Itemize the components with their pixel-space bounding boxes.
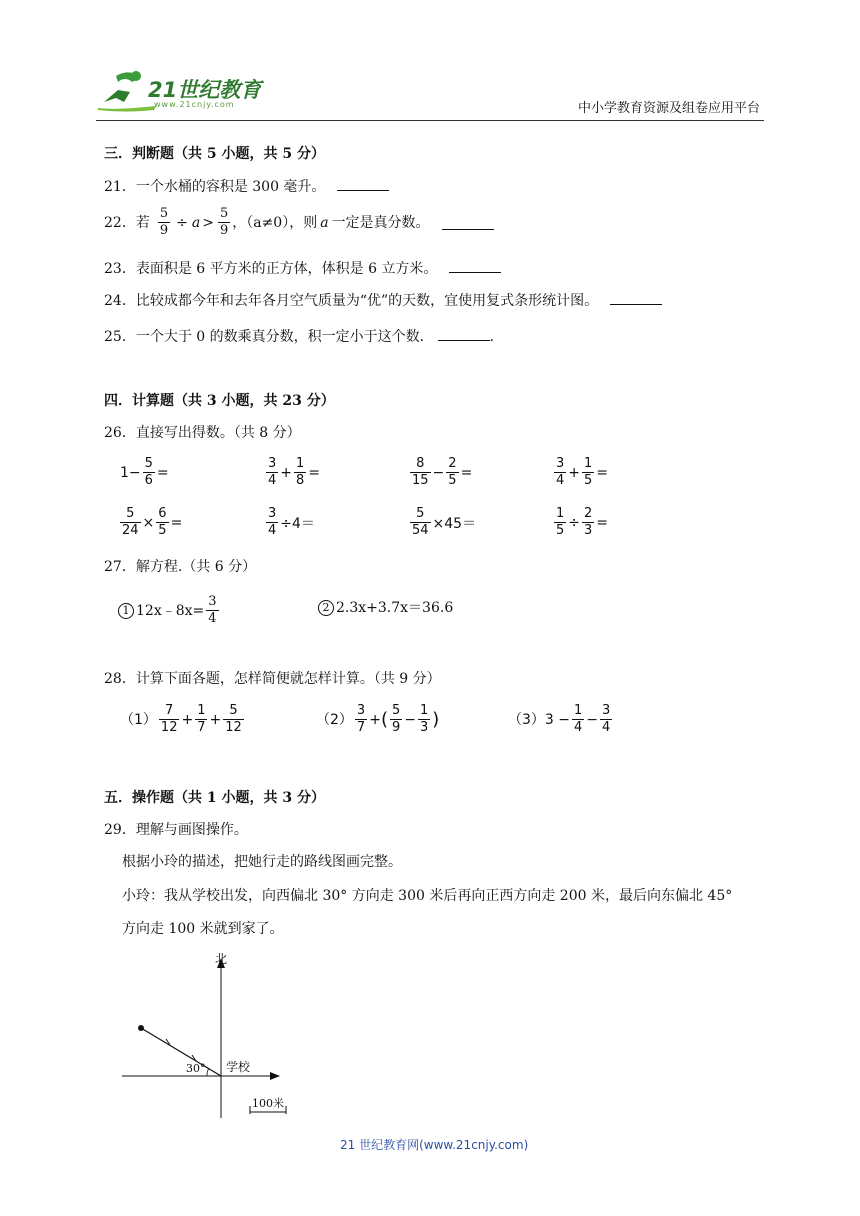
header-rule — [96, 120, 764, 121]
answer-blank-25[interactable] — [438, 326, 490, 341]
header-right-text: 中小学教育资源及组卷应用平台 — [578, 101, 761, 116]
instruction-text: 根据小玲的描述，把她行走的路线图画完整。 — [122, 854, 402, 870]
calc-4: $\frac{3}{4}$ + $\frac{1}{5}$ = — [556, 456, 609, 488]
calc-1: 1− $\frac{5}{6}$ = — [120, 456, 169, 488]
question-29: 29．理解与画图操作。 — [104, 822, 248, 838]
equation-1: 1 12x﹣8x= $\frac{3}{4}$ — [118, 594, 221, 627]
logo-text: 21世纪教育 — [148, 78, 262, 102]
answer-blank-24[interactable] — [610, 290, 662, 305]
answer-blank-22[interactable] — [442, 215, 494, 230]
footer-link[interactable]: 21 世纪教育网(www.21cnjy.com) — [340, 1138, 529, 1152]
question-28: 28．计算下面各题，怎样简便就怎样计算。（共 9 分） — [104, 671, 441, 687]
section-3-title: 三．判断题（共 5 小题，共 5 分） — [104, 146, 325, 162]
east-arrow-icon — [270, 1072, 280, 1080]
calc-8: $\frac{1}{5}$ ÷ $\frac{2}{3}$ = — [556, 506, 609, 538]
question-27: 27．解方程.（共 6 分） — [104, 559, 257, 575]
route-endpoint — [138, 1025, 144, 1031]
section-5-title: 五．操作题（共 1 小题，共 3 分） — [104, 790, 325, 806]
north-label: 北 — [215, 952, 228, 966]
calc-7: $\frac{5}{54}$ ×45＝ — [412, 506, 477, 538]
equation-2: 2 2.3x+3.7x＝36.6 — [318, 599, 453, 617]
fraction-5-9: $\frac{5}{9}$ — [159, 206, 169, 238]
scale-label: 100米 — [252, 1097, 284, 1110]
simplify-2: （2） $\frac{3}{7}$ + ( $\frac{5}{9}$ − $\frac{1}{3}$ ) — [316, 703, 440, 735]
calc-2: $\frac{3}{4}$ + $\frac{1}{8}$ = — [268, 456, 321, 488]
question-22: 22．若 $\frac{5}{9}$ ÷ a > $\frac{5}{9}$ ，（a≠0），则 a 一定是真分数。 — [104, 206, 494, 239]
description-line-1: 小玲：我从学校出发，向西偏北 30° 方向走 300 米后再向正西方向走 200 米，最后向东偏北 45° — [122, 888, 733, 904]
angle-label: 30° — [186, 1062, 206, 1075]
fraction-5-9: $\frac{5}{9}$ — [219, 206, 229, 238]
calc-6: $\frac{3}{4}$ ÷4＝ — [268, 506, 315, 538]
question-25: 25．一个大于 0 的数乘真分数，积一定小于这个数． . — [104, 326, 494, 346]
question-26: 26．直接写出得数。（共 8 分） — [104, 425, 301, 441]
school-label: 学校 — [226, 1060, 251, 1074]
question-21: 21．一个水桶的容积是 300 毫升。 — [104, 176, 389, 196]
answer-blank-23[interactable] — [449, 258, 501, 273]
calc-3: $\frac{8}{15}$ − $\frac{2}{5}$ = — [412, 456, 473, 488]
description-line-2: 方向走 100 米就到家了。 — [122, 921, 284, 937]
question-23: 23．表面积是 6 平方米的正方体，体积是 6 立方米。 — [104, 258, 501, 278]
angle-arc — [207, 1068, 209, 1076]
logo-subtext: www.21cnjy.com — [154, 100, 235, 109]
section-4-title: 四．计算题（共 3 小题，共 23 分） — [104, 393, 335, 409]
simplify-3: （3）3 − $\frac{1}{4}$ − $\frac{3}{4}$ — [508, 703, 611, 735]
question-24: 24．比较成都今年和去年各月空气质量为“优”的天数，宜使用复式条形统计图。 — [104, 290, 662, 310]
simplify-1: （1） $\frac{7}{12}$ + $\frac{1}{7}$ + $\frac{5}{12}$ — [120, 703, 242, 735]
calc-5: $\frac{5}{24}$ × $\frac{6}{5}$ = — [122, 506, 183, 538]
route-diagram — [112, 948, 302, 1128]
logo — [96, 68, 266, 114]
answer-blank-21[interactable] — [337, 176, 389, 191]
